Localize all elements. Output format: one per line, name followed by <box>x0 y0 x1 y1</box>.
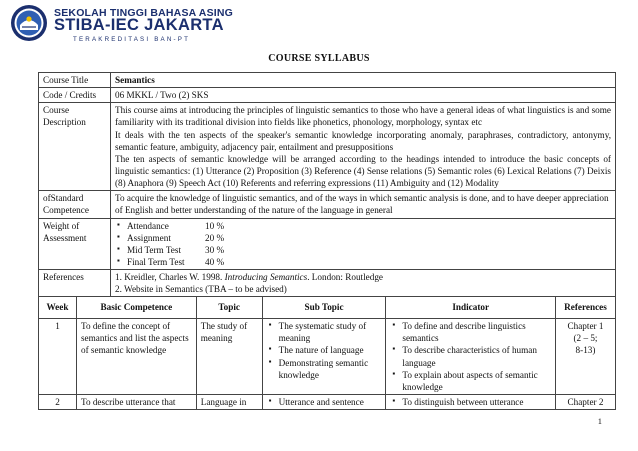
list-item <box>115 244 611 256</box>
table-row <box>39 319 616 395</box>
description-label <box>39 103 111 191</box>
weight-percent: 30 % <box>205 244 225 255</box>
reference-chapter: Chapter 1 <box>567 321 604 332</box>
column-header-topic: Topic <box>196 297 262 319</box>
list-item: ▪ To distinguish between utterance <box>390 396 551 408</box>
code-label: Code / Credits <box>39 88 111 103</box>
subtopic-list <box>267 396 382 408</box>
basic-competence: To describe utterance that <box>76 394 196 409</box>
weight-name: Final Term Test <box>127 256 185 267</box>
course-title-value: Semantics <box>111 73 616 88</box>
topic: The study of meaning <box>196 319 262 395</box>
column-header-subtopic: Sub Topic <box>262 297 386 319</box>
table-header-row <box>39 297 616 319</box>
school-accreditation: TERAKREDITASI BAN-PT <box>73 36 191 43</box>
subtopic-list <box>267 320 382 381</box>
column-header-week: Week <box>39 297 77 319</box>
description-paragraph-1: This course aims at introducing the principles of linguistic semantics to those who have a general ideas of what linguistics is and some familiarity with its traditional division into fields like phonetics, phonology, morphology, syntax etc <box>115 105 611 128</box>
standard-competence-value: To acquire the knowledge of linguistic semantics, and of the ways in which semantic analysis is done, and to have deeper appreciation of English and better understanding of the nature of the language in general <box>111 191 616 218</box>
indicator-list <box>390 396 551 408</box>
page-number: 1 <box>597 416 602 426</box>
code-value: 06 MKKL / Two (2) SKS <box>111 88 616 103</box>
list-item: ▪ To describe characteristics of human language <box>390 344 551 368</box>
subtopic-cell <box>262 319 386 395</box>
indicator-list <box>390 320 551 393</box>
weekly-plan-table <box>38 296 616 410</box>
school-logo-icon <box>10 4 48 42</box>
references-label: References <box>39 270 111 297</box>
reference-pages-2: 8-13) <box>575 345 596 356</box>
list-item: ▪ The systematic study of meaning <box>267 320 382 344</box>
school-header <box>10 4 310 46</box>
course-title-label: Course Title <box>39 73 111 88</box>
topic: Language in <box>196 394 262 409</box>
list-item: ▪ To define and describe linguistics semantics <box>390 320 551 344</box>
weight-name: Assignment <box>127 232 171 243</box>
reference-1-publisher: . London: Routledge <box>307 272 383 283</box>
list-item <box>115 232 611 244</box>
references-value <box>111 270 616 297</box>
table-row <box>39 73 616 88</box>
table-row <box>39 88 616 103</box>
weight-name: Attendance <box>127 220 169 231</box>
reference-cell <box>556 319 616 395</box>
column-header-indicator: Indicator <box>386 297 556 319</box>
list-item: ▪ Demonstrating semantic knowledge <box>267 357 382 381</box>
standard-label-line1: ofStandard <box>43 193 84 204</box>
basic-competence: To define the concept of semantics and list the aspects of semantic knowledge <box>76 319 196 395</box>
list-item: ▪ The nature of language <box>267 344 382 356</box>
indicator-cell <box>386 394 556 409</box>
weight-percent: 20 % <box>205 232 225 243</box>
weight-label <box>39 218 111 270</box>
reference-1-title: Introducing Semantics <box>224 272 308 283</box>
subtopic-cell <box>262 394 386 409</box>
table-row <box>39 270 616 297</box>
indicator-cell <box>386 319 556 395</box>
list-item <box>115 256 611 268</box>
description-paragraph-3: The ten aspects of semantic knowledge will be arranged according to the headings intended to introduce the basic concepts of linguistic semantics: (1) Utterance (2) Proposition (3) Reference (4) Sense relations (5) Semantic roles (6) Lexical Relations (7) Deixis (8) Anaphora (9) Speech Act (10) Referents and referring expressions (11) Ambiguity and (12) Modality <box>115 153 611 189</box>
reference-1-author: 1. Kreidler, Charles W. 1998. <box>115 272 225 283</box>
reference-chapter: Chapter 2 <box>556 394 616 409</box>
weight-label-line1: Weight of <box>43 220 80 231</box>
weight-percent: 10 % <box>205 220 225 231</box>
column-header-references: References <box>556 297 616 319</box>
reference-pages-1: (2 – 5; <box>573 333 598 344</box>
weight-value <box>111 218 616 270</box>
column-header-competence: Basic Competence <box>76 297 196 319</box>
weight-list <box>115 220 611 269</box>
reference-1 <box>115 271 611 283</box>
list-item: ▪ To explain about aspects of semantic knowledge <box>390 369 551 393</box>
weight-percent: 40 % <box>205 256 225 267</box>
description-label-line2: Description <box>43 117 86 128</box>
weight-label-line2: Assessment <box>43 232 87 243</box>
page-title: COURSE SYLLABUS <box>268 53 370 64</box>
school-name-line1: SEKOLAH TINGGI BAHASA ASING <box>54 7 234 19</box>
school-name-line2: STIBA-IEC JAKARTA <box>54 16 224 34</box>
weight-name: Mid Term Test <box>127 244 182 255</box>
table-row <box>39 394 616 409</box>
description-paragraph-2: It deals with the ten aspects of the speaker's semantic knowledge incorporating anomaly, paraphrases, contradictory, antonymy, semantic feature, ambiguity, adjacency pair, entailment and presuppositions <box>115 129 611 152</box>
list-item <box>115 220 611 232</box>
standard-label-line2: Competence <box>43 205 89 216</box>
list-item: ▪ Utterance and sentence <box>267 396 382 408</box>
table-row <box>39 191 616 218</box>
description-value <box>111 103 616 191</box>
course-info-table <box>38 72 616 297</box>
table-row <box>39 103 616 191</box>
week-number: 2 <box>39 394 77 409</box>
description-label-line1: Course <box>43 105 70 116</box>
standard-competence-label <box>39 191 111 218</box>
week-number: 1 <box>39 319 77 395</box>
table-row <box>39 218 616 270</box>
reference-2: 2. Website in Semantics (TBA – to be advised) <box>115 284 287 295</box>
